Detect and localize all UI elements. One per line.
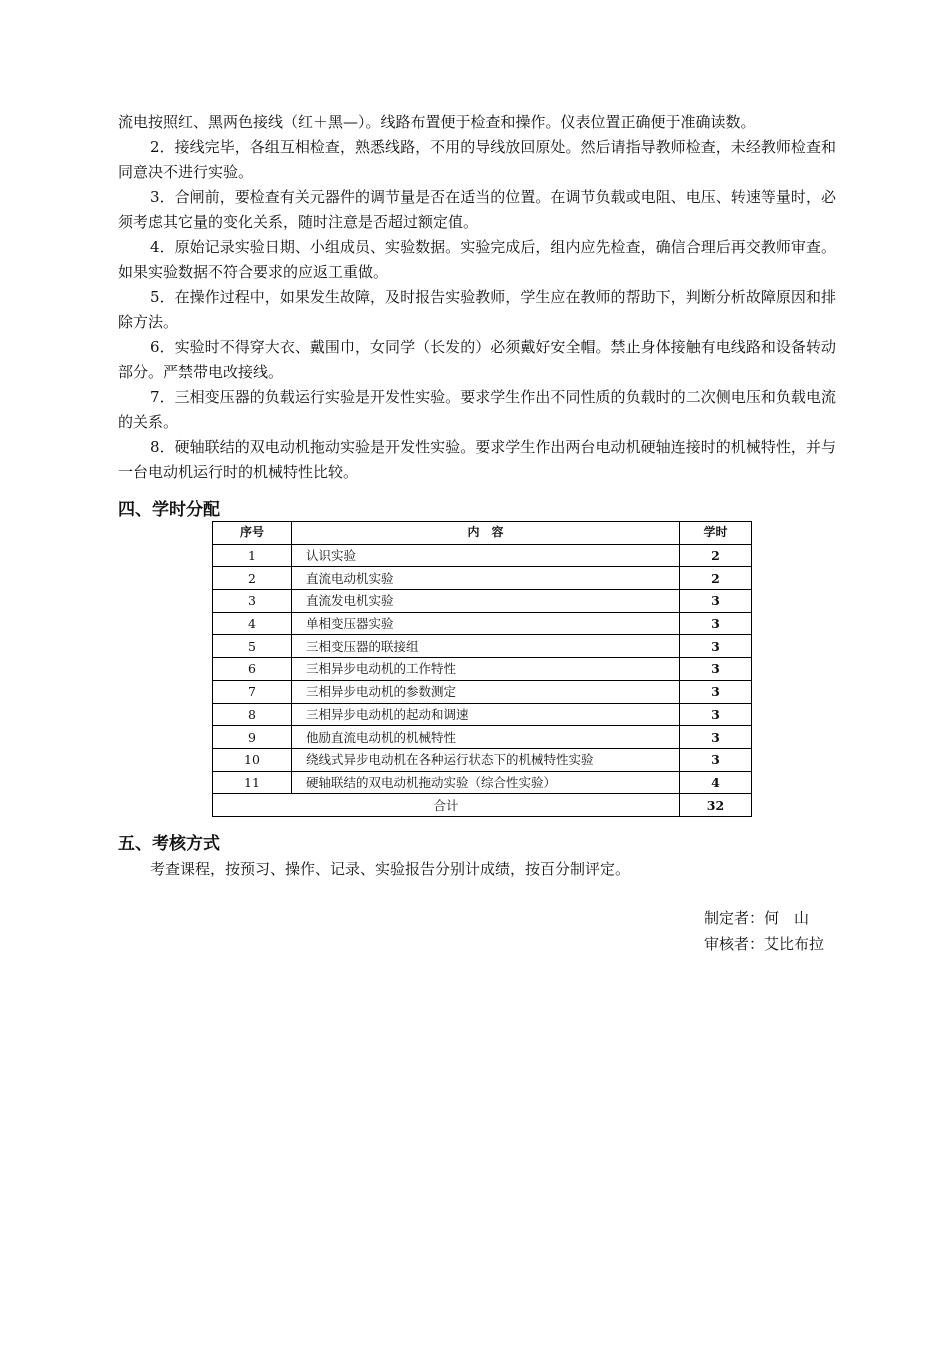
row-no: 1 — [213, 544, 292, 567]
total-hours: 32 — [680, 794, 752, 817]
row-hours: 3 — [680, 635, 752, 658]
table-row — [213, 680, 752, 703]
row-hours: 2 — [680, 544, 752, 567]
row-content: 认识实验 — [292, 544, 680, 567]
row-hours: 3 — [680, 612, 752, 635]
document-body — [118, 110, 836, 957]
row-content: 三相变压器的联接组 — [292, 635, 680, 658]
paragraph-item-3: 3．合闸前，要检查有关元器件的调节量是否在适当的位置。在调节负载或电阻、电压、转速等量时，必须考虑其它量的变化关系，随时注意是否超过额定值。 — [118, 188, 836, 231]
hours-table — [212, 521, 752, 817]
author-signature: 制定者：何 山 — [704, 908, 810, 927]
row-no: 3 — [213, 590, 292, 613]
section-title-hours: 四、学时分配 — [118, 500, 220, 520]
row-content: 他励直流电动机的机械特性 — [292, 726, 680, 749]
row-hours: 4 — [680, 771, 752, 794]
paragraph-continued: 流电按照红、黑两色接线（红＋黑—）。线路布置便于检查和操作。仪表位置正确便于准确读数。 — [118, 113, 756, 131]
row-content: 三相异步电动机的工作特性 — [292, 658, 680, 681]
row-hours: 3 — [680, 680, 752, 703]
table-row — [213, 771, 752, 794]
row-content: 单相变压器实验 — [292, 612, 680, 635]
table-header-row — [213, 522, 752, 545]
paragraph-item-4: 4．原始记录实验日期、小组成员、实验数据。实验完成后，组内应先检查，确信合理后再交教师审查。如果实验数据不符合要求的应返工重做。 — [118, 238, 836, 281]
table-row — [213, 658, 752, 681]
row-content: 直流电动机实验 — [292, 567, 680, 590]
paragraph-item-7: 7．三相变压器的负载运行实验是开发性实验。要求学生作出不同性质的负载时的二次侧电压和负载电流的关系。 — [118, 388, 836, 431]
paragraph-item-5: 5．在操作过程中，如果发生故障，及时报告实验教师，学生应在教师的帮助下，判断分析故障原因和排除方法。 — [118, 288, 836, 331]
row-hours: 3 — [680, 658, 752, 681]
paragraph-item-6: 6．实验时不得穿大衣、戴围巾，女同学（长发的）必须戴好安全帽。禁止身体接触有电线路和设备转动部分。严禁带电改接线。 — [118, 338, 836, 381]
row-content: 三相异步电动机的起动和调速 — [292, 703, 680, 726]
row-no: 6 — [213, 658, 292, 681]
row-hours: 2 — [680, 567, 752, 590]
section-title-assessment: 五、考核方式 — [118, 833, 220, 854]
table-row — [213, 748, 752, 771]
total-label: 合计 — [213, 794, 680, 817]
table-total-row — [213, 794, 752, 817]
header-no: 序号 — [213, 522, 292, 545]
header-hours: 学时 — [680, 522, 752, 545]
row-content: 绕线式异步电动机在各种运行状态下的机械特性实验 — [292, 748, 680, 771]
row-hours: 3 — [680, 703, 752, 726]
table-row — [213, 567, 752, 590]
paragraph-item-8: 8．硬轴联结的双电动机拖动实验是开发性实验。要求学生作出两台电动机硬轴连接时的机械特性，并与一台电动机运行时的机械特性比较。 — [118, 438, 836, 481]
assessment-text: 考查课程，按预习、操作、记录、实验报告分别计成绩，按百分制评定。 — [150, 859, 631, 878]
row-no: 5 — [213, 635, 292, 658]
paragraph-item-2: 2．接线完毕，各组互相检查，熟悉线路，不用的导线放回原处。然后请指导教师检查，未经教师检查和同意决不进行实验。 — [118, 138, 836, 181]
table-row — [213, 544, 752, 567]
row-no: 10 — [213, 748, 292, 771]
row-content: 三相异步电动机的参数测定 — [292, 680, 680, 703]
row-no: 11 — [213, 771, 292, 794]
row-no: 7 — [213, 680, 292, 703]
row-no: 8 — [213, 703, 292, 726]
signature-block — [118, 905, 836, 957]
row-hours: 3 — [680, 726, 752, 749]
row-content: 直流发电机实验 — [292, 590, 680, 613]
table-row — [213, 590, 752, 613]
reviewer-signature: 审核者：艾比布拉 — [704, 934, 825, 953]
row-hours: 3 — [680, 590, 752, 613]
table-row — [213, 726, 752, 749]
row-hours: 3 — [680, 748, 752, 771]
table-row — [213, 635, 752, 658]
row-no: 2 — [213, 567, 292, 590]
row-no: 4 — [213, 612, 292, 635]
row-no: 9 — [213, 726, 292, 749]
row-content: 硬轴联结的双电动机拖动实验（综合性实验） — [292, 771, 680, 794]
table-row — [213, 703, 752, 726]
table-row — [213, 612, 752, 635]
header-content: 内 容 — [292, 522, 680, 545]
